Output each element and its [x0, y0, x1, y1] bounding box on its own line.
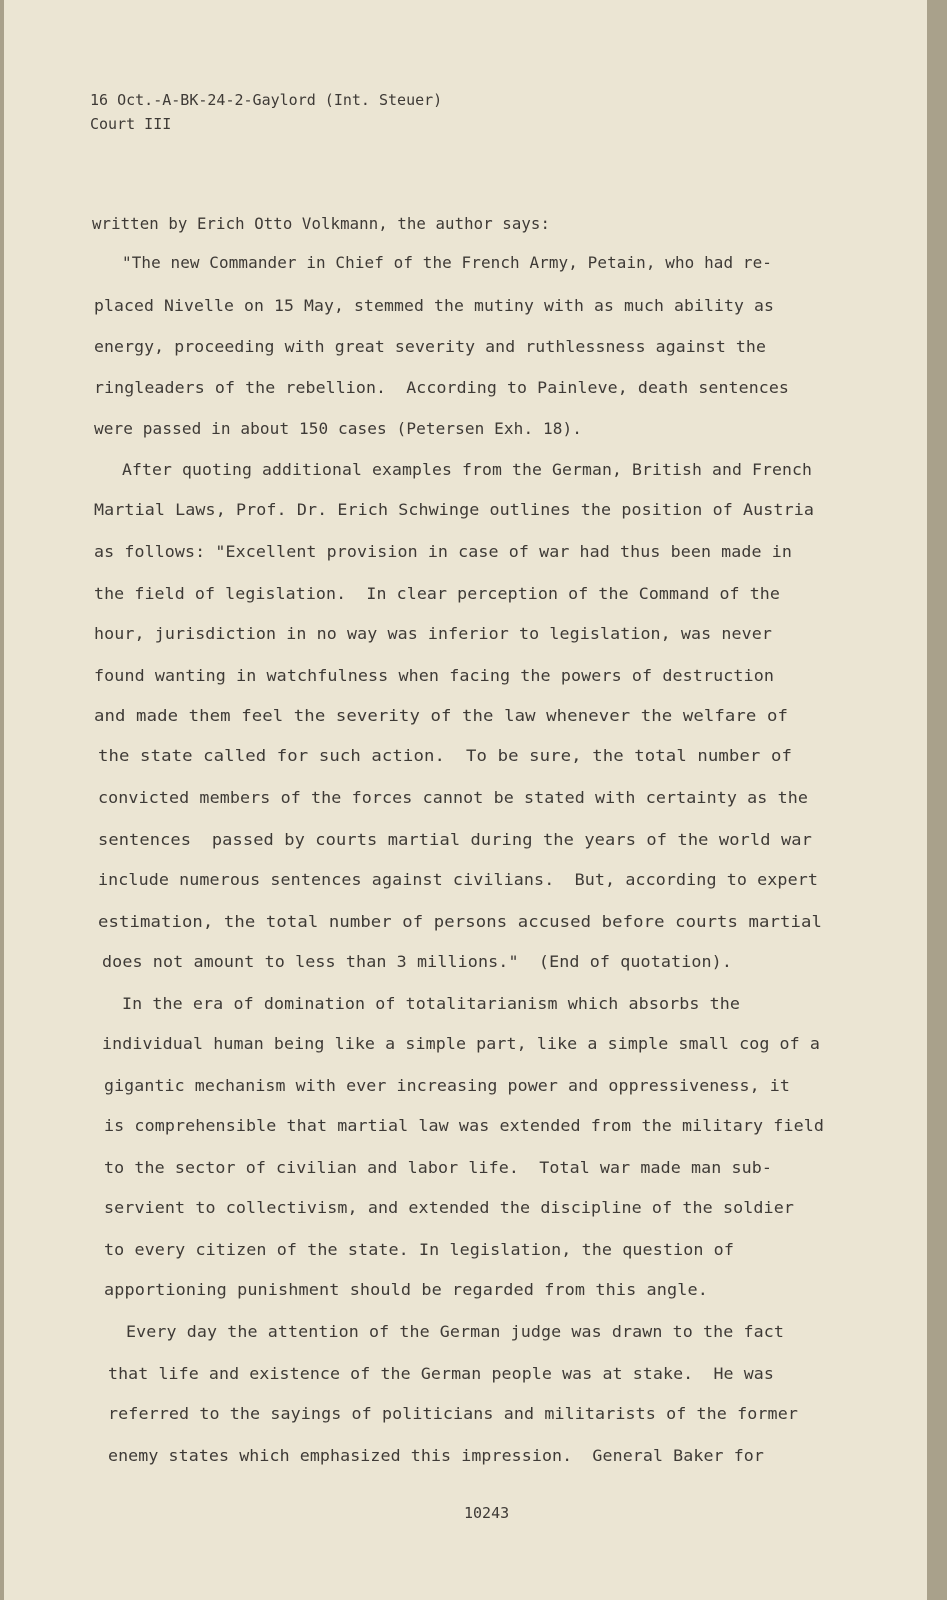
body-line: "The new Commander in Chief of the French Army, Petain, who had re- [122, 253, 772, 272]
body-line: written by Erich Otto Volkmann, the author says: [92, 214, 550, 233]
document-header [90, 88, 442, 136]
body-line: apportioning punishment should be regarded from this angle. [104, 1280, 708, 1299]
body-line: individual human being like a simple part, like a simple small cog of a [102, 1034, 820, 1053]
body-line: hour, jurisdiction in no way was inferior to legislation, was never [94, 624, 772, 643]
body-line: the state called for such action. To be sure, the total number of [98, 746, 792, 765]
body-line: and made them feel the severity of the law whenever the welfare of [94, 706, 788, 725]
body-line: energy, proceeding with great severity and ruthlessness against the [94, 337, 766, 356]
body-line: convicted members of the forces cannot be stated with certainty as the [98, 788, 808, 807]
body-line: to every citizen of the state. In legislation, the question of [104, 1240, 734, 1259]
body-line: gigantic mechanism with ever increasing power and oppressiveness, it [104, 1076, 790, 1095]
body-line: referred to the sayings of politicians and militarists of the former [108, 1404, 798, 1423]
body-line: Martial Laws, Prof. Dr. Erich Schwinge outlines the position of Austria [94, 500, 814, 519]
body-line: sentences passed by courts martial during the years of the world war [98, 830, 812, 849]
body-line: were passed in about 150 cases (Petersen Exh. 18). [94, 419, 582, 438]
body-line: does not amount to less than 3 millions." (End of quotation). [102, 952, 732, 971]
body-line: found wanting in watchfulness when facing the powers of destruction [94, 666, 775, 685]
body-line: include numerous sentences against civilians. But, according to expert [98, 870, 818, 889]
header-court: Court III [90, 115, 172, 133]
body-line: After quoting additional examples from the German, British and French [122, 460, 813, 479]
body-line: as follows: "Excellent provision in case of war had thus been made in [94, 542, 792, 561]
body-line: enemy states which emphasized this impression. General Baker for [108, 1446, 764, 1465]
body-line: to the sector of civilian and labor life. Total war made man sub- [104, 1158, 772, 1177]
body-line: Every day the attention of the German judge was drawn to the fact [126, 1322, 784, 1341]
body-line: estimation, the total number of persons accused before courts martial [98, 912, 822, 931]
header-case-reference: 16 Oct.-A-BK-24-2-Gaylord (Int. Steuer) [90, 91, 443, 109]
body-line: servient to collectivism, and extended the discipline of the soldier [104, 1198, 794, 1217]
body-line: that life and existence of the German people was at stake. He was [108, 1364, 774, 1383]
body-line: placed Nivelle on 15 May, stemmed the mutiny with as much ability as [94, 296, 774, 315]
body-line: ringleaders of the rebellion. According to Painleve, death sentences [94, 378, 789, 397]
body-line: is comprehensible that martial law was extended from the military field [104, 1116, 824, 1135]
body-line: the field of legislation. In clear perception of the Command of the [94, 584, 780, 603]
body-line: In the era of domination of totalitarianism which absorbs the [122, 994, 740, 1013]
page-number: 10243 [464, 1504, 510, 1522]
